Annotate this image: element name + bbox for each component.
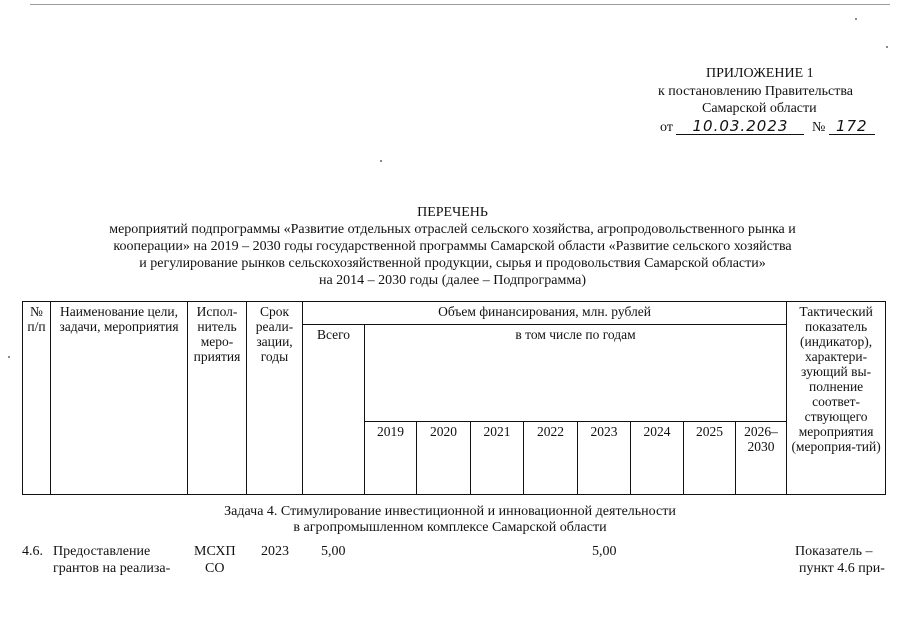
heading-line-3: и регулирование рынков сельскохозяйственной продукции, сырья и продовольствия Самарской области»: [139, 256, 766, 271]
row-name-line-1: Предоставление: [53, 544, 151, 559]
task-line-2: в агропромышленном комплексе Самарской области: [293, 520, 607, 535]
row-name-line-2: грантов на реализа-: [53, 561, 171, 576]
year-header: 2025: [684, 422, 736, 495]
row-2023-value: 5,00: [592, 544, 617, 559]
number-prefix: №: [811, 120, 826, 135]
task-heading: [120, 504, 780, 536]
year-header: 2024: [631, 422, 684, 495]
row-indicator-line-2: пункт 4.6 при-: [799, 561, 885, 576]
col-total-header: Всего: [303, 325, 365, 495]
year-header: 2019: [365, 422, 417, 495]
row-indicator-line-1: Показатель –: [795, 544, 873, 559]
task-line-1: Задача 4. Стимулирование инвестиционной и инновационной деятельности: [224, 504, 676, 519]
heading-line-1: мероприятий подпрограммы «Развитие отдельных отраслей сельского хозяйства, агропродовольственного рынка и: [109, 222, 796, 237]
table-row: [0, 543, 905, 603]
appendix-date-line: [660, 118, 875, 136]
col-name-header: Наименование цели, задачи, мероприятия: [51, 302, 188, 495]
col-by-year-header: в том числе по годам: [365, 325, 787, 422]
row-num: 4.6.: [22, 544, 43, 559]
date-prefix: от: [660, 120, 673, 135]
year-header: 2021: [471, 422, 524, 495]
row-executor-line-1: МСХП: [194, 544, 236, 559]
appendix-line-3: Самарской области: [702, 101, 817, 116]
row-total: 5,00: [321, 544, 346, 559]
year-header: 2020: [417, 422, 471, 495]
funding-table-header: [22, 301, 886, 495]
heading-line-2: кооперации» на 2019 – 2030 годы государственной программы Самарской области «Развитие сельского хозяйства: [113, 239, 792, 254]
col-executor-header: Испол-нитель меро-приятия: [188, 302, 247, 495]
appendix-title: ПРИЛОЖЕНИЕ 1: [706, 66, 814, 81]
row-executor-line-2: СО: [205, 561, 225, 576]
number-value: 172: [829, 118, 875, 135]
scan-speck: [380, 160, 382, 162]
heading-line-4: на 2014 – 2030 годы (далее – Подпрограмма): [318, 273, 587, 288]
heading-title: ПЕРЕЧЕНЬ: [417, 205, 488, 220]
col-num-header: № п/п: [23, 302, 51, 495]
year-header: 2026–2030: [736, 422, 787, 495]
appendix-line-2: к постановлению Правительства: [658, 84, 854, 99]
date-value: 10.03.2023: [676, 118, 804, 135]
col-term-header: Срок реали-зации, годы: [247, 302, 303, 495]
document-heading: [60, 204, 845, 289]
page-top-border: [30, 4, 890, 5]
year-header: 2023: [578, 422, 631, 495]
scan-speck: [855, 18, 857, 20]
col-funding-header: Объем финансирования, млн. рублей: [303, 302, 787, 325]
year-header: 2022: [524, 422, 578, 495]
row-term: 2023: [261, 544, 289, 559]
col-indicator-header: Тактический показатель (индикатор), характери-зующий вы-полнение соответ-ствующего мероприятия (мероприя-тий): [787, 302, 886, 495]
scan-speck: [886, 46, 888, 48]
scan-speck: [8, 356, 10, 358]
